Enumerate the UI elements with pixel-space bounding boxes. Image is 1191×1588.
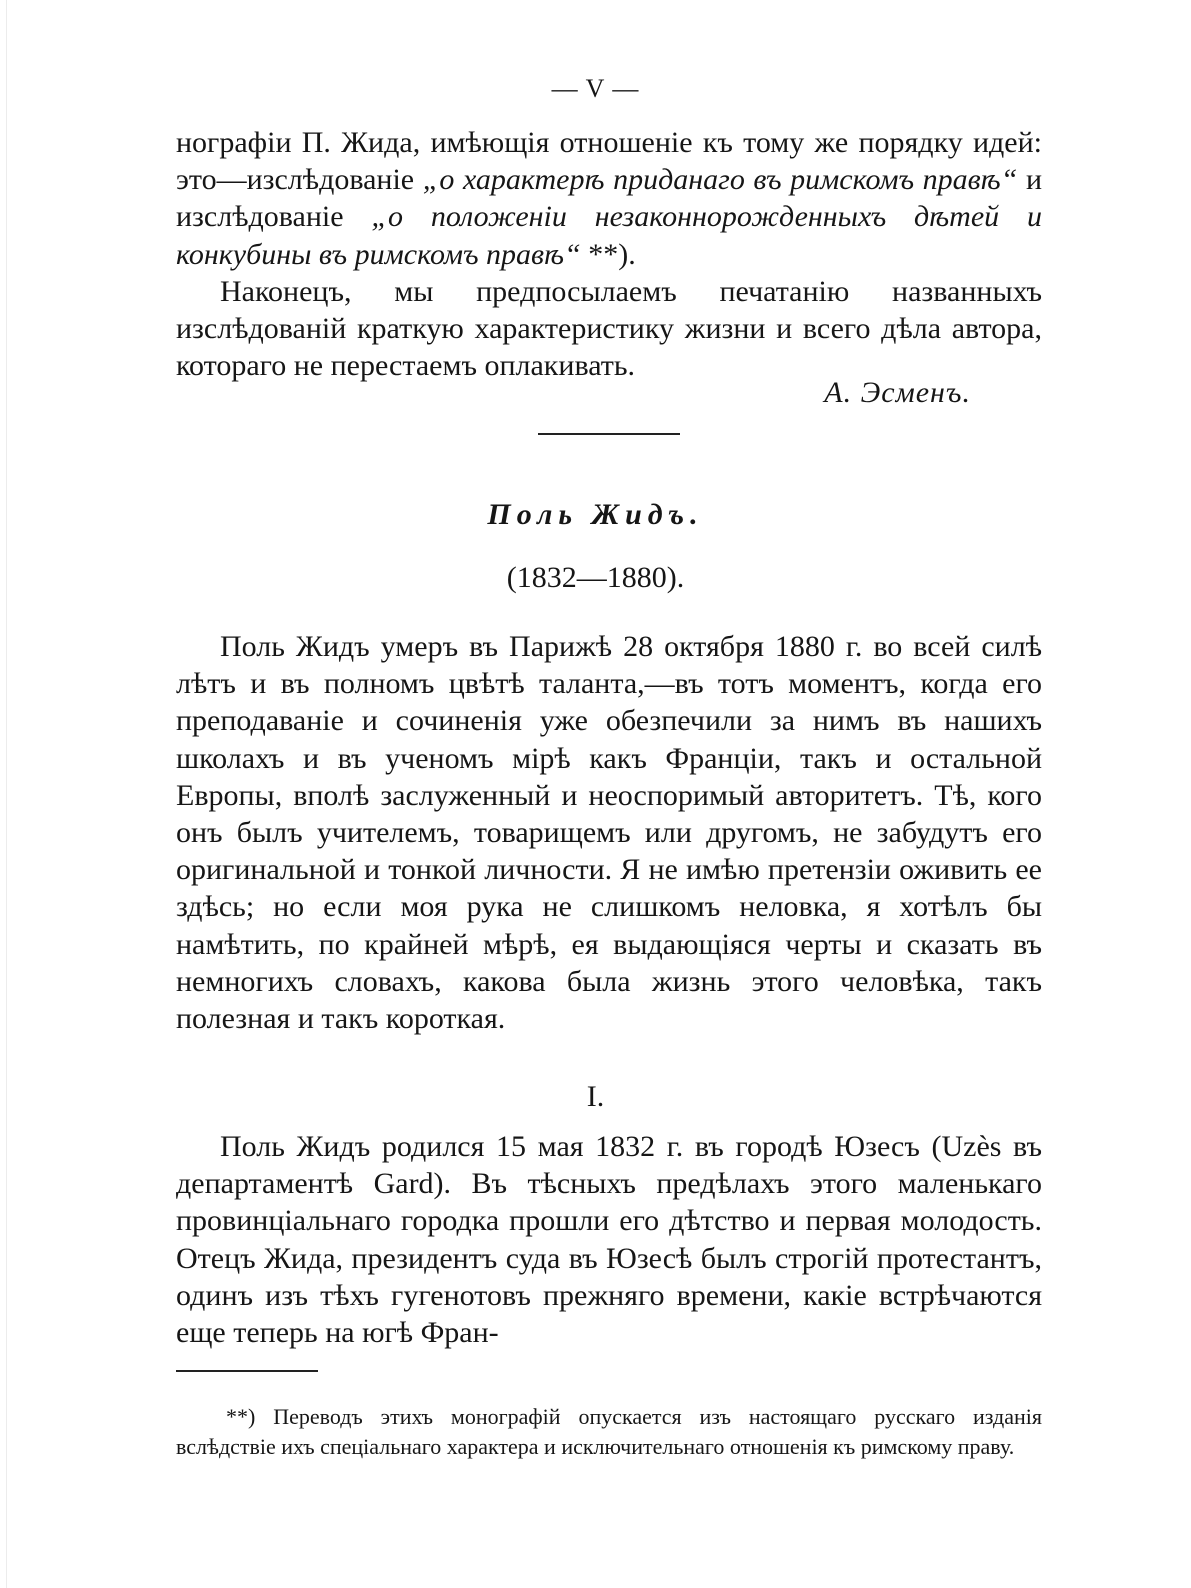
intro-text-middle: и изслѣдованіе <box>176 163 1042 234</box>
intro-title-illegitimate: „о положеніи незаконнорожденныхъ дѣтей и конкубины въ римскомъ правѣ“ <box>176 200 1042 271</box>
intro-text-start: нографіи П. Жида, имѣющія отношеніе къ тому же порядку идей: это—изслѣдованіе <box>176 126 1042 197</box>
section-body <box>176 1128 1042 1351</box>
chapter-body <box>176 628 1042 1037</box>
footnote-rule <box>176 1370 318 1372</box>
page-edge <box>6 0 7 1588</box>
intro-block <box>176 124 1042 384</box>
signature: А. Эсменъ. <box>824 376 971 409</box>
section-separator <box>538 433 680 435</box>
section-paragraph: Поль Жидъ родился 15 мая 1832 г. въ городѣ Юзесъ (Uzès въ департаментѣ Gard). Въ тѣсныхъ предѣлахъ этого маленькаго провинціальнаго городка прошли его дѣтство и первая молодость. Отецъ Жида, президентъ суда въ Юзесѣ былъ строгій протестантъ, одинъ изъ тѣхъ гугенотовъ прежняго времени, какіе встрѣчаются еще теперь на югѣ Фран- <box>176 1130 1042 1350</box>
chapter-years: (1832—1880). <box>506 561 685 594</box>
footnote-block <box>176 1402 1042 1461</box>
chapter-title: Поль Жидъ. <box>487 498 704 531</box>
footnote-text: **) Переводъ этихъ монографій опускается изъ настоящаго русскаго изданія вслѣдствіе ихъ спеціальнаго характера и исключительнаго отношенія къ римскому праву. <box>176 1404 1042 1459</box>
intro-text-end: **). <box>580 237 636 271</box>
section-numeral: I. <box>586 1080 605 1113</box>
page-number: — V — <box>551 74 640 103</box>
chapter-paragraph: Поль Жидъ умеръ въ Парижѣ 28 октября 1880 г. во всей силѣ лѣтъ и въ полномъ цвѣтѣ таланта,—въ тотъ моментъ, когда его преподаваніе и сочиненія уже обезпечили за нимъ въ нашихъ школахъ и въ ученомъ мірѣ какъ Франціи, такъ и остальной Европы, вполѣ заслуженный и неоспоримый авторитетъ. Тѣ, кого онъ былъ учителемъ, товарищемъ или другомъ, не забудутъ его оригинальной и тонкой личности. Я не имѣю претензіи оживить ее здѣсь; но если моя рука не слишкомъ неловка, я хотѣлъ бы намѣтить, по крайней мѣрѣ, ея выдающіяся черты и сказать въ немногихъ словахъ, какова была жизнь этого человѣка, такъ полезная и такъ короткая. <box>176 630 1042 1036</box>
intro-paragraph-2: Наконецъ, мы предпосылаемъ печатанію названныхъ изслѣдованій краткую характеристику жизни и всего дѣла автора, котораго не перестаемъ оплакивать. <box>176 274 1042 383</box>
intro-paragraph <box>176 124 1042 273</box>
intro-title-dowry: „о характерѣ приданаго въ римскомъ правѣ“ <box>422 163 1018 197</box>
